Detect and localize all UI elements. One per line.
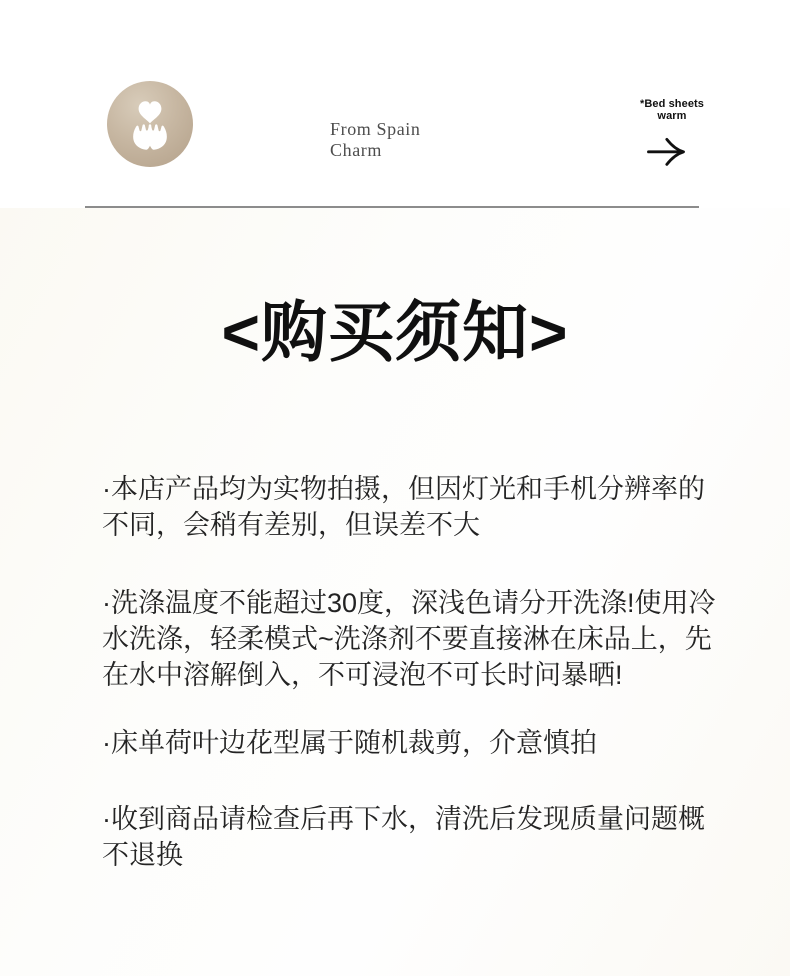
- notice-section: [0, 208, 790, 976]
- notice-paragraph-photos: ·本店产品均为实物拍摄，但因灯光和手机分辨率的不同，会稍有差别，但误差不大: [102, 474, 705, 540]
- tagline-line-2: warm: [657, 109, 687, 122]
- brand-logo: [107, 81, 193, 167]
- header: [0, 0, 790, 208]
- tagline-line-1: *Bed sheets: [639, 98, 705, 110]
- brand-wordmark: [330, 119, 421, 161]
- notice-paragraph-returns: ·收到商品请检查后再下水，清洗后发现质量问题概不退换: [102, 804, 705, 870]
- notice-paragraph-ruffle: ·床单荷叶边花型属于随机裁剪，介意慎拍: [102, 728, 597, 758]
- tagline: [630, 99, 714, 122]
- right-arrow-icon: [646, 134, 686, 168]
- brand-line-1: From Spain: [330, 119, 421, 139]
- hands-holding-heart-icon: [120, 94, 180, 154]
- notice-title: <购买须知>: [221, 295, 569, 369]
- notice-paragraph-washing: ·洗涤温度不能超过30度，深浅色请分开洗涤!使用冷水洗涤，轻柔模式~洗涤剂不要直接淋在床品上，先在水中溶解倒入，不可浸泡不可长时问暴晒!: [102, 588, 716, 690]
- brand-line-2: Charm: [330, 140, 382, 160]
